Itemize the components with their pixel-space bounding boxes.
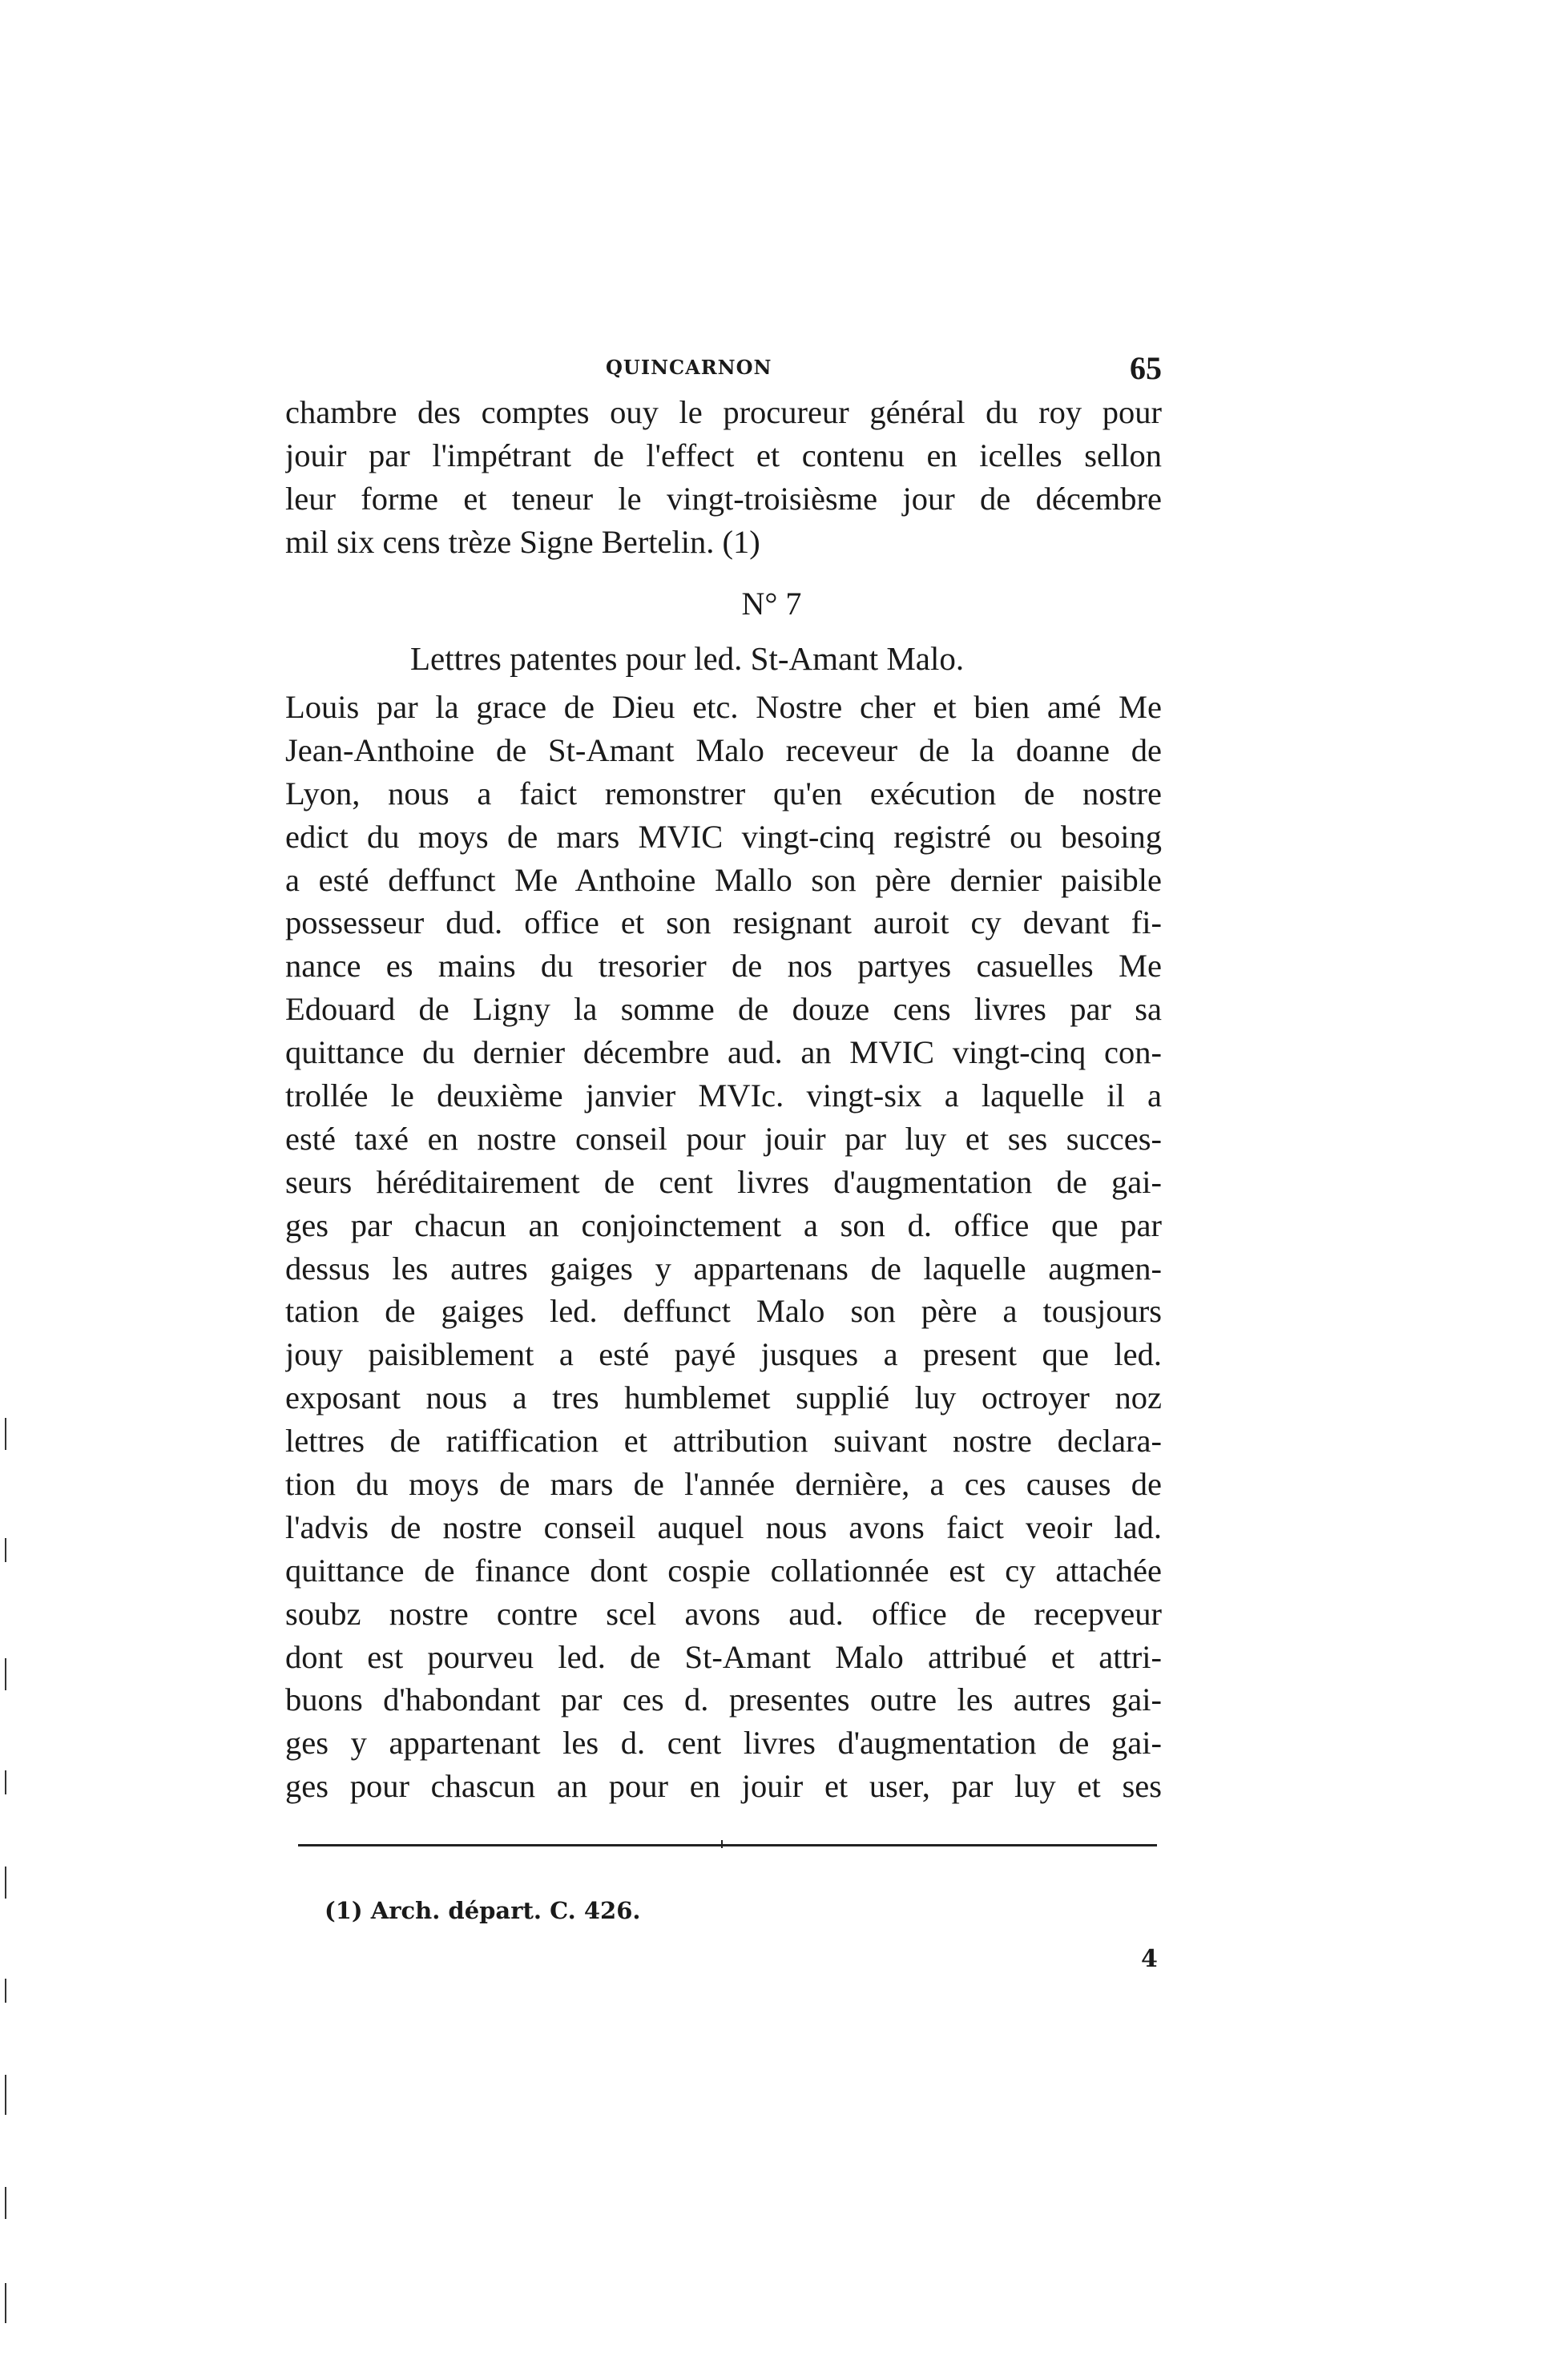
text-line: nance es mains du tresorier de nos partyes casuelles Me: [285, 948, 1162, 985]
text-line: l'advis de nostre conseil auquel nous avons faict veoir lad.: [285, 1508, 1162, 1545]
text-line: Jean-Anthoine de St-Amant Malo receveur de la doanne de: [285, 731, 1162, 768]
running-title: QUINCARNON: [606, 356, 772, 379]
main-paragraph: [285, 686, 1162, 1808]
text-line: tation de gaiges led. deffunct Malo son père a tousjours: [285, 1293, 1162, 1330]
text-line: jouir par l'impétrant de l'effect et contenu en icelles sellon: [285, 437, 1162, 473]
text-line: Lyon, nous a faict remonstrer qu'en exécution de nostre: [285, 775, 1162, 811]
text-line: tion du moys de mars de l'année dernière, a ces causes de: [285, 1466, 1162, 1503]
text-line: dessus les autres gaiges y appartenans de laquelle augmen-: [285, 1250, 1162, 1287]
text-line: ges par chacun an conjoinctement a son d. office que par: [285, 1206, 1162, 1243]
text-line: soubz nostre contre scel avons aud. office de recepveur: [285, 1595, 1162, 1632]
text-line: quittance de finance dont cospie collationnée est cy attachée: [285, 1552, 1162, 1589]
text-line: lettres de ratiffication et attribution suivant nostre declara-: [285, 1423, 1162, 1460]
text-line: buons d'habondant par ces d. presentes outre les autres gai-: [285, 1681, 1162, 1718]
text-line: quittance du dernier décembre aud. an MVIC vingt-cinq con-: [285, 1034, 1162, 1071]
text-line: edict du moys de mars MVIC vingt-cinq registré ou besoing: [285, 818, 1162, 855]
text-line: seurs héréditairement de cent livres d'augmentation de gai-: [285, 1163, 1162, 1200]
text-line: a esté deffunct Me Anthoine Mallo son père dernier paisible: [285, 861, 1162, 898]
text-line: trollée le deuxième janvier MVIc. vingt-six a laquelle il a: [285, 1077, 1162, 1114]
text-line: jouy paisiblement a esté payé jusques a present que led.: [285, 1336, 1162, 1373]
text-line: dont est pourveu led. de St-Amant Malo attribué et attri-: [285, 1638, 1162, 1675]
text-line: ges pour chascun an pour en jouir et user, par luy et ses: [285, 1768, 1162, 1805]
text-line: esté taxé en nostre conseil pour jouir par luy et ses succes-: [285, 1120, 1162, 1157]
text-line: ges y appartenant les d. cent livres d'augmentation de gai-: [285, 1725, 1162, 1762]
footnote: (1) Arch. départ. C. 426.: [325, 1897, 641, 1924]
footnote-divider: [298, 1844, 1157, 1846]
page-number: 65: [1130, 350, 1162, 386]
text-line: chambre des comptes ouy le procureur général du roy pour: [285, 394, 1162, 430]
signature-mark: 4: [1141, 1945, 1158, 1973]
margin-scan-marks: [5, 1418, 11, 2379]
text-line: mil six cens trèze Signe Bertelin. (1): [285, 523, 760, 560]
text-line: leur forme et teneur le vingt-troisièsme jour de décembre: [285, 480, 1162, 517]
divider-tick: [721, 1840, 723, 1848]
intro-paragraph: [285, 391, 1162, 564]
section-title: Lettres patentes pour led. St-Amant Malo.: [410, 640, 965, 677]
page-header: [285, 349, 1162, 397]
text-line: Louis par la grace de Dieu etc. Nostre cher et bien amé Me: [285, 689, 1162, 725]
section-number: N° 7: [741, 586, 802, 622]
text-line: possesseur dud. office et son resignant auroit cy devant fi-: [285, 904, 1162, 941]
text-line: Edouard de Ligny la somme de douze cens livres par sa: [285, 991, 1162, 1028]
text-line: exposant nous a tres humblemet supplié luy octroyer noz: [285, 1379, 1162, 1416]
